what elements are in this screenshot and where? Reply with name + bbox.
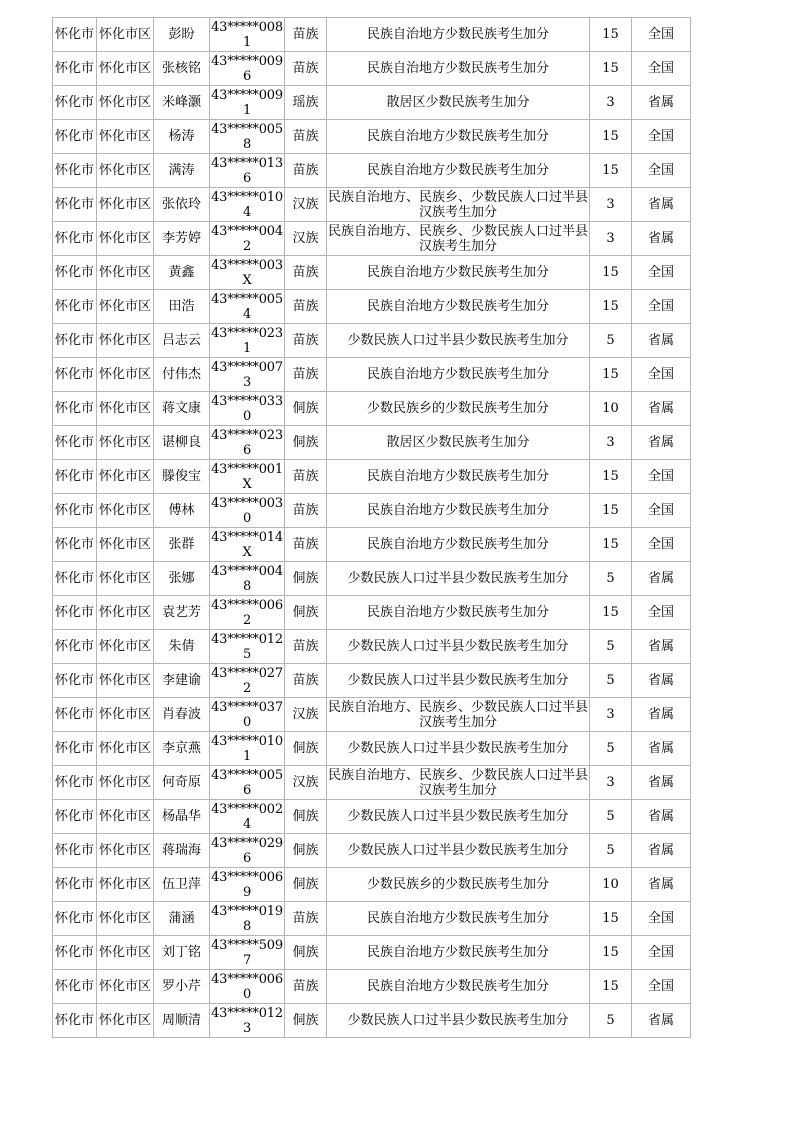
bonus-policy-cell: 少数民族乡的少数民族考生加分 <box>327 868 590 902</box>
table-row <box>53 562 691 596</box>
name-cell: 伍卫萍 <box>154 868 210 902</box>
table-row <box>53 596 691 630</box>
policy-level-cell: 省属 <box>632 188 691 222</box>
table-row <box>53 18 691 52</box>
policy-level-cell: 全国 <box>632 52 691 86</box>
table-row <box>53 766 691 800</box>
city-cell: 怀化市 <box>53 324 97 358</box>
ethnicity-cell: 侗族 <box>285 1004 327 1038</box>
table-row <box>53 664 691 698</box>
id-number-cell: 43*****0125 <box>211 631 283 662</box>
district-cell: 怀化市区 <box>97 154 154 188</box>
name-cell: 朱倩 <box>154 630 210 664</box>
district-cell: 怀化市区 <box>97 528 154 562</box>
bonus-points-cell: 15 <box>590 120 632 154</box>
district-cell: 怀化市区 <box>97 324 154 358</box>
name-cell: 蒲涵 <box>154 902 210 936</box>
id-number-cell: 43*****0073 <box>211 359 283 390</box>
city-cell: 怀化市 <box>53 392 97 426</box>
table-row <box>53 86 691 120</box>
id-number-cell: 43*****0198 <box>211 903 283 934</box>
city-cell: 怀化市 <box>53 188 97 222</box>
city-cell: 怀化市 <box>53 766 97 800</box>
ethnicity-cell: 苗族 <box>285 358 327 392</box>
policy-level-cell: 全国 <box>632 358 691 392</box>
district-cell: 怀化市区 <box>97 290 154 324</box>
district-cell: 怀化市区 <box>97 222 154 256</box>
name-cell: 滕俊宝 <box>154 460 210 494</box>
policy-level-cell: 全国 <box>632 290 691 324</box>
district-cell: 怀化市区 <box>97 52 154 86</box>
ethnicity-cell: 苗族 <box>285 18 327 52</box>
city-cell: 怀化市 <box>53 120 97 154</box>
ethnicity-cell: 侗族 <box>285 392 327 426</box>
ethnicity-cell: 侗族 <box>285 868 327 902</box>
bonus-policy-cell: 少数民族人口过半县少数民族考生加分 <box>327 562 590 596</box>
id-number-cell: 43*****0081 <box>211 19 283 50</box>
id-number-cell: 43*****0030 <box>211 495 283 526</box>
policy-level-cell: 全国 <box>632 120 691 154</box>
ethnicity-cell: 瑶族 <box>285 86 327 120</box>
bonus-points-cell: 5 <box>590 834 632 868</box>
table-row <box>53 188 691 222</box>
table-row <box>53 154 691 188</box>
name-cell: 张依玲 <box>154 188 210 222</box>
id-number-cell: 43*****0236 <box>211 427 283 458</box>
policy-level-cell: 全国 <box>632 970 691 1004</box>
ethnicity-cell: 侗族 <box>285 936 327 970</box>
table-row <box>53 426 691 460</box>
id-number-cell: 43*****0054 <box>211 291 283 322</box>
city-cell: 怀化市 <box>53 18 97 52</box>
bonus-policy-cell: 民族自治地方少数民族考生加分 <box>327 256 590 290</box>
bonus-policy-cell: 民族自治地方少数民族考生加分 <box>327 358 590 392</box>
name-cell: 周顺清 <box>154 1004 210 1038</box>
city-cell: 怀化市 <box>53 834 97 868</box>
ethnicity-cell: 苗族 <box>285 154 327 188</box>
district-cell: 怀化市区 <box>97 630 154 664</box>
table-row <box>53 528 691 562</box>
ethnicity-cell: 侗族 <box>285 562 327 596</box>
id-number-cell: 43*****0058 <box>211 121 283 152</box>
table-row <box>53 358 691 392</box>
bonus-points-cell: 5 <box>590 324 632 358</box>
id-number-cell: 43*****0136 <box>211 155 283 186</box>
bonus-points-cell: 3 <box>590 222 632 256</box>
ethnicity-cell: 侗族 <box>285 732 327 766</box>
name-cell: 张核铭 <box>154 52 210 86</box>
bonus-points-cell: 10 <box>590 868 632 902</box>
id-number-cell: 43*****0330 <box>211 393 283 424</box>
policy-level-cell: 省属 <box>632 630 691 664</box>
policy-level-cell: 省属 <box>632 800 691 834</box>
ethnicity-cell: 苗族 <box>285 902 327 936</box>
name-cell: 刘丁铭 <box>154 936 210 970</box>
bonus-points-cell: 15 <box>590 358 632 392</box>
district-cell: 怀化市区 <box>97 732 154 766</box>
table-row <box>53 834 691 868</box>
id-number-cell: 43*****0091 <box>211 87 283 118</box>
ethnicity-cell: 汉族 <box>285 222 327 256</box>
table-row <box>53 698 691 732</box>
bonus-policy-cell: 民族自治地方少数民族考生加分 <box>327 460 590 494</box>
name-cell: 傅林 <box>154 494 210 528</box>
ethnicity-cell: 苗族 <box>285 528 327 562</box>
id-number-cell: 43*****5097 <box>211 937 283 968</box>
city-cell: 怀化市 <box>53 596 97 630</box>
name-cell: 杨涛 <box>154 120 210 154</box>
district-cell: 怀化市区 <box>97 494 154 528</box>
name-cell: 黄鑫 <box>154 256 210 290</box>
city-cell: 怀化市 <box>53 494 97 528</box>
bonus-policy-cell: 民族自治地方少数民族考生加分 <box>327 528 590 562</box>
bonus-policy-cell: 少数民族人口过半县少数民族考生加分 <box>327 1004 590 1038</box>
policy-level-cell: 省属 <box>632 392 691 426</box>
bonus-points-cell: 5 <box>590 562 632 596</box>
policy-level-cell: 省属 <box>632 766 691 800</box>
district-cell: 怀化市区 <box>97 970 154 1004</box>
bonus-policy-cell: 民族自治地方少数民族考生加分 <box>327 290 590 324</box>
id-number-cell: 43*****0370 <box>211 699 283 730</box>
district-cell: 怀化市区 <box>97 18 154 52</box>
bonus-policy-cell: 少数民族乡的少数民族考生加分 <box>327 392 590 426</box>
city-cell: 怀化市 <box>53 970 97 1004</box>
bonus-policy-cell: 少数民族人口过半县少数民族考生加分 <box>327 664 590 698</box>
bonus-points-cell: 15 <box>590 970 632 1004</box>
bonus-policy-cell: 民族自治地方少数民族考生加分 <box>327 494 590 528</box>
bonus-points-cell: 15 <box>590 494 632 528</box>
bonus-policy-cell: 民族自治地方少数民族考生加分 <box>327 936 590 970</box>
id-number-cell: 43*****0104 <box>211 189 283 220</box>
id-number-cell: 43*****003X <box>211 257 283 288</box>
bonus-points-cell: 5 <box>590 664 632 698</box>
bonus-points-cell: 15 <box>590 936 632 970</box>
district-cell: 怀化市区 <box>97 664 154 698</box>
bonus-policy-cell: 少数民族人口过半县少数民族考生加分 <box>327 324 590 358</box>
table-row <box>53 1004 691 1038</box>
district-cell: 怀化市区 <box>97 426 154 460</box>
id-number-cell: 43*****0272 <box>211 665 283 696</box>
table-row <box>53 732 691 766</box>
city-cell: 怀化市 <box>53 936 97 970</box>
id-number-cell: 43*****0024 <box>211 801 283 832</box>
bonus-points-cell: 3 <box>590 426 632 460</box>
district-cell: 怀化市区 <box>97 392 154 426</box>
policy-level-cell: 省属 <box>632 868 691 902</box>
bonus-policy-cell: 民族自治地方少数民族考生加分 <box>327 18 590 52</box>
city-cell: 怀化市 <box>53 460 97 494</box>
bonus-policy-cell: 民族自治地方、民族乡、少数民族人口过半县汉族考生加分 <box>327 189 588 220</box>
bonus-points-cell: 10 <box>590 392 632 426</box>
policy-level-cell: 全国 <box>632 936 691 970</box>
bonus-policy-cell: 民族自治地方少数民族考生加分 <box>327 154 590 188</box>
bonus-points-cell: 15 <box>590 290 632 324</box>
bonus-policy-cell: 少数民族人口过半县少数民族考生加分 <box>327 834 590 868</box>
ethnicity-cell: 苗族 <box>285 970 327 1004</box>
city-cell: 怀化市 <box>53 256 97 290</box>
name-cell: 吕志云 <box>154 324 210 358</box>
bonus-policy-cell: 散居区少数民族考生加分 <box>327 86 590 120</box>
policy-level-cell: 省属 <box>632 664 691 698</box>
ethnicity-cell: 苗族 <box>285 664 327 698</box>
name-cell: 李建谕 <box>154 664 210 698</box>
ethnicity-cell: 苗族 <box>285 460 327 494</box>
policy-level-cell: 全国 <box>632 154 691 188</box>
city-cell: 怀化市 <box>53 86 97 120</box>
district-cell: 怀化市区 <box>97 460 154 494</box>
policy-level-cell: 全国 <box>632 596 691 630</box>
name-cell: 罗小芹 <box>154 970 210 1004</box>
id-number-cell: 43*****0060 <box>211 971 283 1002</box>
ethnicity-cell: 汉族 <box>285 698 327 732</box>
district-cell: 怀化市区 <box>97 596 154 630</box>
district-cell: 怀化市区 <box>97 86 154 120</box>
bonus-points-cell: 15 <box>590 154 632 188</box>
bonus-points-cell: 15 <box>590 596 632 630</box>
name-cell: 付伟杰 <box>154 358 210 392</box>
bonus-points-cell: 15 <box>590 256 632 290</box>
district-cell: 怀化市区 <box>97 766 154 800</box>
table-row <box>53 392 691 426</box>
table-row <box>53 290 691 324</box>
policy-level-cell: 省属 <box>632 732 691 766</box>
name-cell: 蒋瑞海 <box>154 834 210 868</box>
table-row <box>53 494 691 528</box>
id-number-cell: 43*****0056 <box>211 767 283 798</box>
ethnicity-cell: 汉族 <box>285 188 327 222</box>
id-number-cell: 43*****0096 <box>211 53 283 84</box>
id-number-cell: 43*****0062 <box>211 597 283 628</box>
bonus-policy-cell: 少数民族人口过半县少数民族考生加分 <box>327 800 590 834</box>
table-row <box>53 222 691 256</box>
district-cell: 怀化市区 <box>97 902 154 936</box>
policy-level-cell: 省属 <box>632 426 691 460</box>
district-cell: 怀化市区 <box>97 936 154 970</box>
city-cell: 怀化市 <box>53 52 97 86</box>
policy-level-cell: 省属 <box>632 834 691 868</box>
table-row <box>53 460 691 494</box>
name-cell: 满涛 <box>154 154 210 188</box>
bonus-policy-cell: 民族自治地方少数民族考生加分 <box>327 902 590 936</box>
district-cell: 怀化市区 <box>97 188 154 222</box>
district-cell: 怀化市区 <box>97 562 154 596</box>
table-row <box>53 970 691 1004</box>
ethnicity-cell: 苗族 <box>285 52 327 86</box>
id-number-cell: 43*****0296 <box>211 835 283 866</box>
ethnicity-cell: 苗族 <box>285 120 327 154</box>
table-row <box>53 120 691 154</box>
city-cell: 怀化市 <box>53 902 97 936</box>
city-cell: 怀化市 <box>53 868 97 902</box>
id-number-cell: 43*****0231 <box>211 325 283 356</box>
bonus-policy-cell: 民族自治地方、民族乡、少数民族人口过半县汉族考生加分 <box>327 767 588 798</box>
id-number-cell: 43*****0042 <box>211 223 283 254</box>
ethnicity-cell: 侗族 <box>285 800 327 834</box>
bonus-points-cell: 5 <box>590 732 632 766</box>
bonus-points-cell: 15 <box>590 52 632 86</box>
district-cell: 怀化市区 <box>97 834 154 868</box>
name-cell: 袁艺芳 <box>154 596 210 630</box>
city-cell: 怀化市 <box>53 800 97 834</box>
bonus-points-cell: 3 <box>590 86 632 120</box>
city-cell: 怀化市 <box>53 630 97 664</box>
bonus-points-cell: 15 <box>590 460 632 494</box>
table-body <box>53 18 691 1038</box>
policy-level-cell: 全国 <box>632 494 691 528</box>
name-cell: 田浩 <box>154 290 210 324</box>
table-row <box>53 630 691 664</box>
policy-level-cell: 全国 <box>632 256 691 290</box>
city-cell: 怀化市 <box>53 698 97 732</box>
name-cell: 李芳婷 <box>154 222 210 256</box>
table-row <box>53 324 691 358</box>
bonus-policy-cell: 散居区少数民族考生加分 <box>327 426 590 460</box>
city-cell: 怀化市 <box>53 426 97 460</box>
ethnicity-cell: 苗族 <box>285 290 327 324</box>
bonus-points-cell: 5 <box>590 630 632 664</box>
city-cell: 怀化市 <box>53 664 97 698</box>
district-cell: 怀化市区 <box>97 698 154 732</box>
bonus-policy-cell: 少数民族人口过半县少数民族考生加分 <box>327 630 590 664</box>
policy-level-cell: 省属 <box>632 562 691 596</box>
name-cell: 张群 <box>154 528 210 562</box>
ethnicity-cell: 苗族 <box>285 324 327 358</box>
id-number-cell: 43*****0101 <box>211 733 283 764</box>
name-cell: 彭盼 <box>154 18 210 52</box>
name-cell: 谌柳良 <box>154 426 210 460</box>
id-number-cell: 43*****0069 <box>211 869 283 900</box>
district-cell: 怀化市区 <box>97 800 154 834</box>
ethnicity-cell: 侗族 <box>285 596 327 630</box>
district-cell: 怀化市区 <box>97 120 154 154</box>
city-cell: 怀化市 <box>53 358 97 392</box>
bonus-policy-cell: 民族自治地方少数民族考生加分 <box>327 970 590 1004</box>
policy-level-cell: 省属 <box>632 324 691 358</box>
district-cell: 怀化市区 <box>97 256 154 290</box>
ethnicity-cell: 苗族 <box>285 256 327 290</box>
bonus-policy-cell: 民族自治地方少数民族考生加分 <box>327 52 590 86</box>
bonus-points-cell: 5 <box>590 1004 632 1038</box>
bonus-points-cell: 3 <box>590 766 632 800</box>
city-cell: 怀化市 <box>53 154 97 188</box>
bonus-points-cell: 15 <box>590 902 632 936</box>
city-cell: 怀化市 <box>53 222 97 256</box>
bonus-points-cell: 5 <box>590 800 632 834</box>
name-cell: 肖春波 <box>154 698 210 732</box>
table-row <box>53 868 691 902</box>
table-row <box>53 902 691 936</box>
policy-level-cell: 全国 <box>632 460 691 494</box>
id-number-cell: 43*****014X <box>211 529 283 560</box>
name-cell: 李京燕 <box>154 732 210 766</box>
bonus-policy-cell: 民族自治地方、民族乡、少数民族人口过半县汉族考生加分 <box>327 699 588 730</box>
city-cell: 怀化市 <box>53 290 97 324</box>
bonus-policy-cell: 民族自治地方少数民族考生加分 <box>327 120 590 154</box>
bonus-policy-cell: 民族自治地方、民族乡、少数民族人口过半县汉族考生加分 <box>327 223 588 254</box>
city-cell: 怀化市 <box>53 562 97 596</box>
city-cell: 怀化市 <box>53 732 97 766</box>
policy-level-cell: 省属 <box>632 1004 691 1038</box>
district-cell: 怀化市区 <box>97 868 154 902</box>
district-cell: 怀化市区 <box>97 1004 154 1038</box>
id-number-cell: 43*****0048 <box>211 563 283 594</box>
bonus-points-cell: 15 <box>590 18 632 52</box>
district-cell: 怀化市区 <box>97 358 154 392</box>
policy-level-cell: 省属 <box>632 86 691 120</box>
bonus-points-cell: 3 <box>590 188 632 222</box>
ethnicity-cell: 侗族 <box>285 426 327 460</box>
bonus-points-cell: 3 <box>590 698 632 732</box>
bonus-points-cell: 15 <box>590 528 632 562</box>
ethnicity-cell: 侗族 <box>285 834 327 868</box>
bonus-points-table <box>52 17 691 1038</box>
id-number-cell: 43*****0123 <box>211 1005 283 1036</box>
bonus-policy-cell: 少数民族人口过半县少数民族考生加分 <box>327 732 590 766</box>
name-cell: 何奇原 <box>154 766 210 800</box>
id-number-cell: 43*****001X <box>211 461 283 492</box>
city-cell: 怀化市 <box>53 1004 97 1038</box>
table-row <box>53 800 691 834</box>
table-row <box>53 936 691 970</box>
bonus-policy-cell: 民族自治地方少数民族考生加分 <box>327 596 590 630</box>
city-cell: 怀化市 <box>53 528 97 562</box>
policy-level-cell: 全国 <box>632 902 691 936</box>
policy-level-cell: 省属 <box>632 222 691 256</box>
policy-level-cell: 全国 <box>632 528 691 562</box>
name-cell: 张娜 <box>154 562 210 596</box>
policy-level-cell: 省属 <box>632 698 691 732</box>
ethnicity-cell: 汉族 <box>285 766 327 800</box>
name-cell: 米峰灏 <box>154 86 210 120</box>
policy-level-cell: 全国 <box>632 18 691 52</box>
table-row <box>53 256 691 290</box>
name-cell: 蒋文康 <box>154 392 210 426</box>
name-cell: 杨晶华 <box>154 800 210 834</box>
table-row <box>53 52 691 86</box>
ethnicity-cell: 苗族 <box>285 630 327 664</box>
ethnicity-cell: 苗族 <box>285 494 327 528</box>
